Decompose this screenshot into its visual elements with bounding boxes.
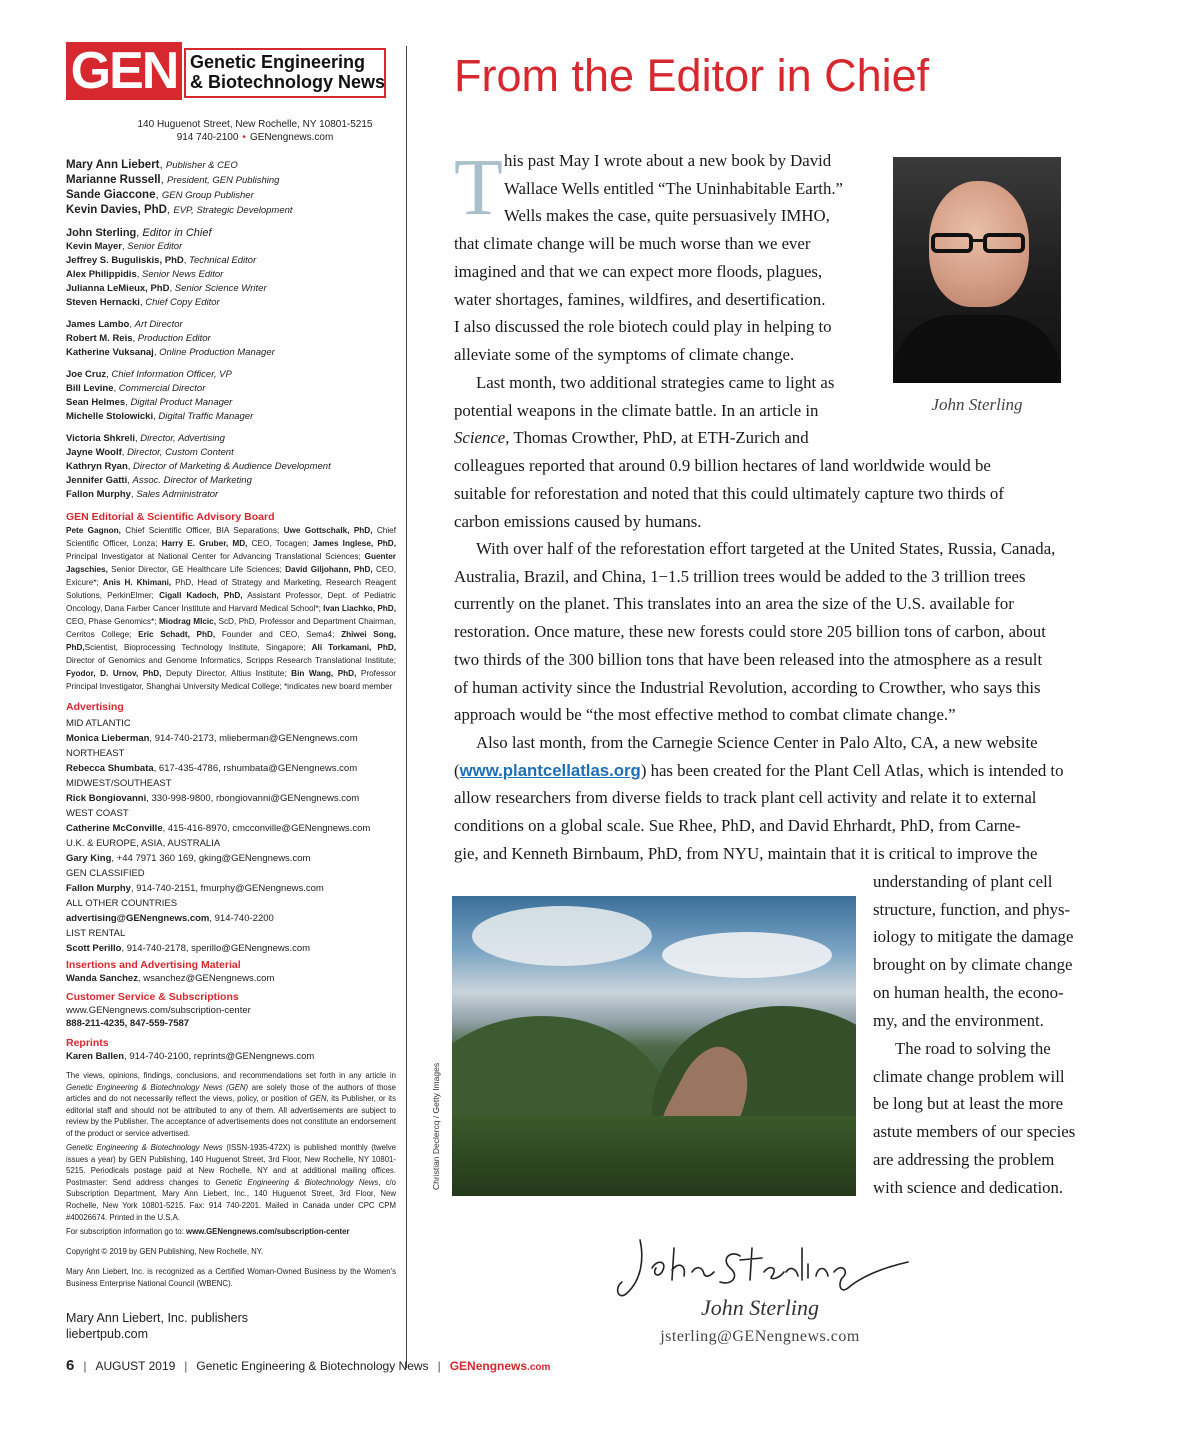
photo-credit: Christian Declercq / Getty Images [431, 1062, 441, 1190]
copyright: Copyright © 2019 by GEN Publishing, New Rochelle, NY. [66, 1247, 264, 1256]
ad-region: LIST RENTAL Scott Perillo, 914-740-2178, sperillo@GENengnews.com [66, 928, 311, 954]
logo-line-1: Genetic Engineering [190, 52, 366, 72]
masthead-phone: 914 740-2100 [176, 132, 239, 143]
staff-entry: Kevin Mayer, Senior Editor [66, 241, 183, 252]
reprints-block: Reprints Karen Ballen, 914-740-2100, reprints@GENengnews.com [66, 1036, 396, 1063]
customer-service-heading: Customer Service & Subscriptions [66, 991, 239, 1003]
ad-region: ALL OTHER COUNTRIES advertising@GENengnews.com, 914-740-2200 [66, 898, 274, 924]
bullet-icon: • [242, 132, 246, 143]
reprints-heading: Reprints [66, 1037, 109, 1049]
masthead-website[interactable]: GENengnews.com [249, 132, 334, 143]
footer-site[interactable]: GENengnews [449, 1359, 528, 1373]
column-divider [406, 46, 407, 1368]
staff-entry: Katherine Vuksanaj, Online Production Manager [66, 347, 275, 358]
subscription-url[interactable]: www.GENengnews.com/subscription-center [66, 1005, 251, 1016]
article-paragraph-5: The road to solving the climate change problem will be long but at least the more astute members of our species are addressing the problem with science and dedication. [873, 1039, 1076, 1197]
staff-group-editorial [66, 226, 396, 310]
staff-group-marketing [66, 432, 396, 502]
signature-email[interactable]: jsterling@GENengnews.com [660, 1328, 860, 1345]
glasses-icon [929, 233, 1029, 255]
board-heading: GEN Editorial & Scientific Advisory Board [66, 511, 275, 523]
article-paragraph-2: Last month, two additional strategies came to light as potential weapons in the climate battle. In an article in Science, Thomas Crowther, PhD, at ETH-Zurich and colleagues reported that around 0.9 billion hectares of land worldwide would be suitable for reforestation and noted that this could ultimately capture two thirds of carbon emissions caused by humans. [454, 373, 1004, 531]
staff-group-digital [66, 368, 396, 424]
disclaimer: The views, opinions, findings, conclusions, and recommendations set forth in any article in Genetic Engineering & Biotechnology News (GEN) are solely those of the authors of those articles and do not necessarily reflect the views, policy, or position of GEN, its Publisher, or its editorial staff and should not be attributed to any of them. All advertisements are subject to review by the Publisher. The acceptance of advertisements does not constitute an endorsement of the product or service advertised. [66, 1071, 396, 1138]
staff-entry: Robert M. Reis, Production Editor [66, 333, 211, 344]
staff-entry: Michelle Stolowicki, Digital Traffic Manager [66, 411, 254, 422]
publisher-name: Mary Ann Liebert, Inc. publishers [66, 1311, 249, 1325]
staff-entry: Jeffrey S. Buguliskis, PhD, Technical Editor [66, 255, 257, 266]
staff-entry: Jennifer Gatti, Assoc. Director of Marketing [66, 475, 252, 486]
advertising-heading: Advertising [66, 701, 124, 713]
landscape-photo [452, 896, 856, 1196]
article-paragraph-4-continued: understanding of plant cell structure, function, and phys- iology to mitigate the damage brought on by climate change on human health, the econo- my, and the environment. [873, 872, 1074, 1030]
advertising-contacts [66, 716, 396, 956]
page-number: 6 [66, 1357, 75, 1374]
staff-entry: Sande Giaccone, GEN Group Publisher [66, 189, 254, 201]
staff-entry: Sean Helmes, Digital Product Manager [66, 397, 233, 408]
ad-region: WEST COAST Catherine McConville, 415-416-8970, cmcconville@GENengnews.com [66, 808, 371, 834]
gen-logo [66, 42, 386, 100]
article-paragraph-3: With over half of the reforestation effort targeted at the United States, Russia, Canada, Australia, Brazil, and China, 1−1.5 trillion trees would be added to the 3 trillion trees currently on the planet. This translates into an area the size of the U.S. available for restoration. Once mature, these new forests could store 205 billion tons of carbon, about two thirds of the 300 billion tons that have been released into the atmosphere as a result of human activity since the Industrial Revolution, according to Crowther, who says this approach would be “the most effective method to combat climate change.” [454, 539, 1056, 725]
staff-entry: Jayne Woolf, Director, Custom Content [66, 447, 234, 458]
staff-entry: John Sterling, Editor in Chief [66, 227, 212, 239]
footer-separator: | [437, 1359, 441, 1373]
staff-entry: Joe Cruz, Chief Information Officer, VP [66, 369, 232, 380]
footer-separator: | [83, 1359, 87, 1373]
ad-region: GEN CLASSIFIED Fallon Murphy, 914-740-2151, fmurphy@GENengnews.com [66, 868, 324, 894]
logo-mark: GEN [66, 42, 182, 100]
author-photo [893, 157, 1061, 383]
staff-entry: Alex Philippidis, Senior News Editor [66, 269, 224, 280]
staff-entry: Bill Levine, Commercial Director [66, 383, 206, 394]
ad-region: MID ATLANTIC Monica Lieberman, 914-740-2173, mlieberman@GENengnews.com [66, 718, 358, 744]
board-members: Pete Gagnon, Chief Scientific Officer, BIA Separations; Uwe Gottschalk, PhD, Chief Scientific Officer, Lonza; Harry E. Gruber, MD, CEO, Tocagen; James Inglese, PhD, Principal Investigator at National Center for Advancing Translational Sciences; Guenter Jagschies, Senior Director, GE Healthcare Life Sciences; David Giljohann, PhD, CEO, Exicure*; Anis H. Khimani, PhD, Head of Strategy and Marketing, Research Reagent Solutions, PerkinElmer; Cigall Kadoch, PhD, Assistant Professor, Dept. of Pediatric Oncology, Dana Farber Cancer Institute and Harvard Medical School*; Ivan Liachko, PhD, CEO, Phase Genomics*; Miodrag MIcic, ScD, PhD, Professor and Department Chairman, Cerritos College; Eric Schadt, PhD, Founder and CEO, Sema4; Zhiwei Song, PhD,Scientist, Bioprocessing Technology Institute, Singapore; Ali Torkamani, PhD, Director of Genomics and Genome Informatics, Scripps Research Translational Institute; Fyodor, D. Urnov, PhD, Deputy Director, Altius Institute; Bin Wang, PhD, Professor Principal Investigator, Shanghai University Medical College; *indicates new board member [66, 526, 397, 691]
page-footer [66, 1356, 550, 1376]
ad-region: U.K. & EUROPE, ASIA, AUSTRALIA Gary King, +44 7971 360 169, gking@GENengnews.com [66, 838, 311, 864]
staff-entry: Fallon Murphy, Sales Administrator [66, 489, 219, 500]
ad-region: NORTHEAST Rebecca Shumbata, 617-435-4786, rshumbata@GENengnews.com [66, 748, 358, 774]
subscription-info: For subscription information go to: www.GENengnews.com/subscription-center [66, 1227, 350, 1236]
staff-entry: Victoria Shkreli, Director, Advertising [66, 433, 225, 444]
article-paragraph-1: his past May I wrote about a new book by David Wallace Wells entitled “The Uninhabitable Earth.” Wells makes the case, quite persuasively IMHO, that climate change will be much worse than we ever imagined and that we can expect more floods, plagues, water shortages, famines, wildfires, and desertification. I also discussed the role biotech could play in helping to alleviate some of the symptoms of climate change. [454, 151, 843, 364]
ad-region: MIDWEST/SOUTHEAST Rick Bongiovanni, 330-998-9800, rbongiovanni@GENengnews.com [66, 778, 360, 804]
drop-cap: T [454, 144, 503, 232]
staff-entry: Julianna LeMieux, PhD, Senior Science Writer [66, 283, 267, 294]
service-phones: 888-211-4235, 847-559-7587 [66, 1018, 190, 1029]
article-paragraph-4: Also last month, from the Carnegie Science Center in Palo Alto, CA, a new website (www.plantcellatlas.org) has been created for the Plant Cell Atlas, which is intended to allow researchers from diverse fields to track plant cell activity and relate it to external conditions on a global scale. Sue Rhee, PhD, and David Ehrhardt, PhD, from Carne- gie, and Kenneth Birnbaum, PhD, from NYU, maintain that it is critical to improve the [454, 733, 1064, 863]
logo-wordmark [184, 48, 386, 98]
publisher-footer [66, 1310, 248, 1342]
masthead-contact [60, 131, 450, 144]
plantcellatlas-link[interactable]: www.plantcellatlas.org [459, 760, 641, 780]
staff-entry: James Lambo, Art Director [66, 319, 183, 330]
page-title: From the Editor in Chief [454, 50, 930, 101]
publisher-site[interactable]: liebertpub.com [66, 1327, 148, 1341]
staff-group-executive [66, 158, 396, 218]
wbenc-note: Mary Ann Liebert, Inc. is recognized as a Certified Woman-Owned Business by the Women's Business Enterprise National Council (WBENC). [66, 1267, 396, 1288]
staff-entry: Kathryn Ryan, Director of Marketing & Audience Development [66, 461, 331, 472]
insertions-heading: Insertions and Advertising Material [66, 959, 241, 971]
customer-service-block [66, 990, 396, 1030]
footer-publication: Genetic Engineering & Biotechnology News [196, 1359, 429, 1373]
logo-line-2: & Biotechnology News [190, 72, 386, 92]
signature-name: John Sterling [701, 1295, 819, 1320]
staff-group-production [66, 318, 396, 360]
masthead-address: 140 Huguenot Street, New Rochelle, NY 10801-5215 [137, 119, 373, 130]
insertions-block: Insertions and Advertising Material Wanda Sanchez, wsanchez@GENengnews.com [66, 958, 396, 985]
staff-entry: Kevin Davies, PhD, EVP, Strategic Development [66, 204, 293, 216]
photo-caption: John Sterling [931, 395, 1023, 414]
staff-entry: Mary Ann Liebert, Publisher & CEO [66, 159, 238, 171]
footer-issue: AUGUST 2019 [95, 1359, 176, 1373]
staff-entry: Marianne Russell, President, GEN Publishing [66, 174, 280, 186]
staff-entry: Steven Hernacki, Chief Copy Editor [66, 297, 220, 308]
footer-separator: | [184, 1359, 188, 1373]
footer-site-tld: .com [527, 1362, 551, 1373]
issn-statement: Genetic Engineering & Biotechnology News (ISSN-1935-472X) is published monthly (twelve issues a year) by GEN Publishing, 140 Huguenot Street, 3rd Floor, New Rochelle, NY 10801-5215. Periodicals postage paid at New Rochelle, NY and at additional mailing offices. Postmaster: Send address changes to Genetic Engineering & Biotechnology News, c/o Subscription Department, Mary Ann Liebert, Inc., 140 Huguenot Street, 3rd Floor, New Rochelle, New York 10801-5215. Fax: 914 740-2201. Mailed in Canada under CPC CPM #40026674. Printed in the U.S.A. [66, 1143, 396, 1222]
